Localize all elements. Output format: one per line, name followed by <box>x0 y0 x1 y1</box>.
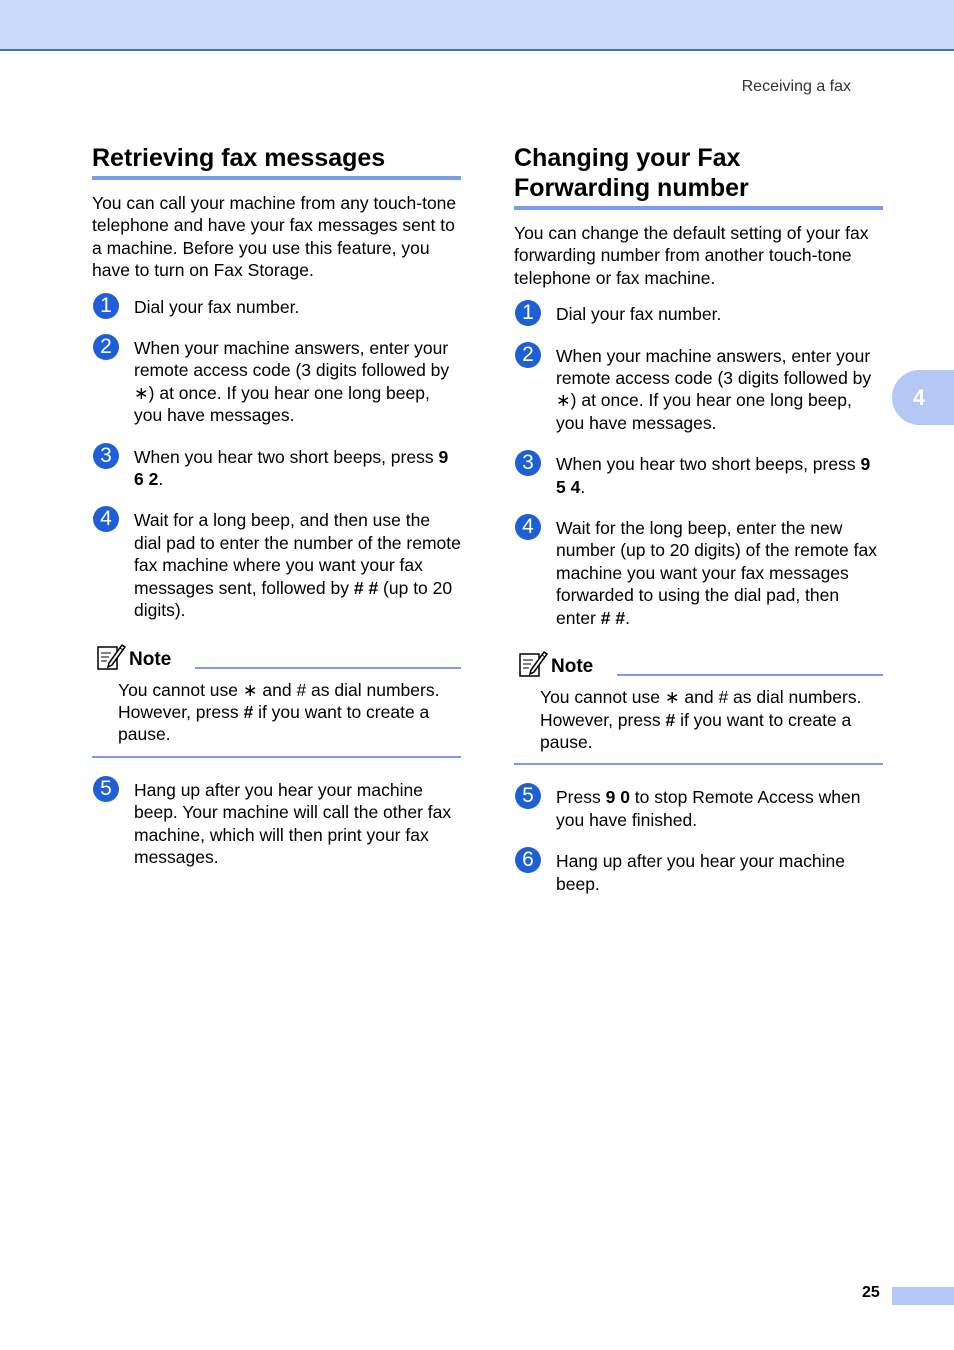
step-text <box>134 297 299 317</box>
note-rule <box>617 674 883 676</box>
step-text <box>556 787 860 829</box>
page-number-tab <box>892 1287 954 1305</box>
step-number-badge: 2 <box>515 342 541 368</box>
step-text <box>556 304 721 324</box>
step-list <box>514 303 883 629</box>
step-number-badge: 4 <box>93 506 119 532</box>
step-number-badge: 6 <box>515 847 541 873</box>
chapter-tab: 4 <box>892 370 954 425</box>
note-text <box>540 686 883 753</box>
text-run: Hang up after you hear your machine beep. Your machine will call the other fax machine, which will then print your fax messages. <box>134 779 452 867</box>
key-text: 9 0 <box>605 787 630 808</box>
step-number-badge: 5 <box>515 783 541 809</box>
step-item <box>514 342 883 435</box>
section-intro: You can call your machine from any touch-tone telephone and have your fax messages sent to a machine. Before you use this feature, you have to turn on Fax Storage. <box>92 193 457 281</box>
step-list-continued <box>92 776 461 869</box>
note-title: Note <box>129 648 172 670</box>
note-pencil-icon <box>518 648 548 678</box>
key-text: # # <box>353 577 379 598</box>
note-text <box>118 679 461 746</box>
step-list-continued <box>514 786 883 895</box>
note-rule <box>195 667 461 669</box>
step-item <box>514 453 883 498</box>
right-column <box>514 143 883 914</box>
step-item <box>92 337 461 427</box>
step-number-badge: 2 <box>93 334 119 360</box>
step-item <box>514 786 883 831</box>
note-box <box>92 641 461 758</box>
running-header: Receiving a fax <box>741 78 851 95</box>
step-item <box>92 443 461 491</box>
step-item <box>92 509 461 621</box>
note-box <box>514 648 883 765</box>
step-number-badge: 5 <box>93 776 119 802</box>
key-text: # <box>243 701 254 722</box>
note-pencil-icon <box>96 641 126 671</box>
step-text <box>134 510 461 620</box>
step-number-badge: 1 <box>515 300 541 326</box>
text-run: Hang up after you hear your machine beep. <box>556 851 845 894</box>
step-text <box>134 338 449 425</box>
key-text: 9 6 2 <box>134 446 449 490</box>
text-run: if you want to create a pause. <box>540 709 852 752</box>
step-item <box>514 517 883 629</box>
step-item <box>92 776 461 869</box>
text-run: . <box>625 607 630 628</box>
left-column <box>92 143 461 887</box>
text-run: Dial your fax number. <box>134 296 300 317</box>
text-run: Wait for a long beep, and then use the dial pad to enter the number of the remote fax machine where you want your fax messages sent, followed by <box>134 510 461 598</box>
step-item <box>514 850 883 895</box>
step-item <box>514 303 883 325</box>
text-run: When your machine answers, enter your remote access code (3 digits followed by ∗) at once. If you hear one long beep, you have messages. <box>134 338 450 426</box>
section-title-changing: Changing your Fax Forwarding number <box>514 143 883 210</box>
text-run: When you hear two short beeps, press <box>134 446 439 467</box>
step-item <box>92 293 461 318</box>
step-list <box>92 293 461 622</box>
text-run: to stop Remote Access when you have finished. <box>556 787 861 830</box>
text-run: Dial your fax number. <box>556 304 722 325</box>
page-number: 25 <box>862 1284 880 1301</box>
step-text <box>556 518 877 628</box>
note-title: Note <box>551 656 594 678</box>
section-title-retrieving: Retrieving fax messages <box>92 143 461 180</box>
step-text <box>134 447 448 489</box>
key-text: 9 5 4 <box>556 454 871 497</box>
text-run: . <box>158 469 164 490</box>
text-run: Wait for the long beep, enter the new number (up to 20 digits) of the remote fax machine you want your fax messages forwarded to using the dial pad, then enter <box>556 518 877 628</box>
top-header-band <box>0 0 954 51</box>
step-text <box>556 346 871 433</box>
step-text <box>556 454 870 496</box>
step-text <box>556 851 845 893</box>
key-text: # <box>665 709 676 730</box>
text-run: Press <box>556 787 606 808</box>
text-run: When your machine answers, enter your remote access code (3 digits followed by ∗) at once. If you hear one long beep, you have messages. <box>556 345 872 433</box>
step-number-badge: 4 <box>515 514 541 540</box>
step-text <box>134 780 451 867</box>
key-text: # # <box>600 607 626 628</box>
step-number-badge: 3 <box>93 443 119 469</box>
section-intro: You can change the default setting of your fax forwarding number from another touch-tone telephone or fax machine. <box>514 223 869 288</box>
step-number-badge: 3 <box>515 450 541 476</box>
text-run: You cannot use ∗ and # as dial numbers. However, press <box>118 679 440 722</box>
text-run: When you hear two short beeps, press <box>556 454 861 475</box>
text-run: . <box>580 476 586 497</box>
text-run: (up to 20 digits). <box>134 577 453 621</box>
text-run: if you want to create a pause. <box>118 701 430 745</box>
text-run: You cannot use ∗ and # as dial numbers. However, press <box>540 687 862 730</box>
step-number-badge: 1 <box>93 293 119 319</box>
